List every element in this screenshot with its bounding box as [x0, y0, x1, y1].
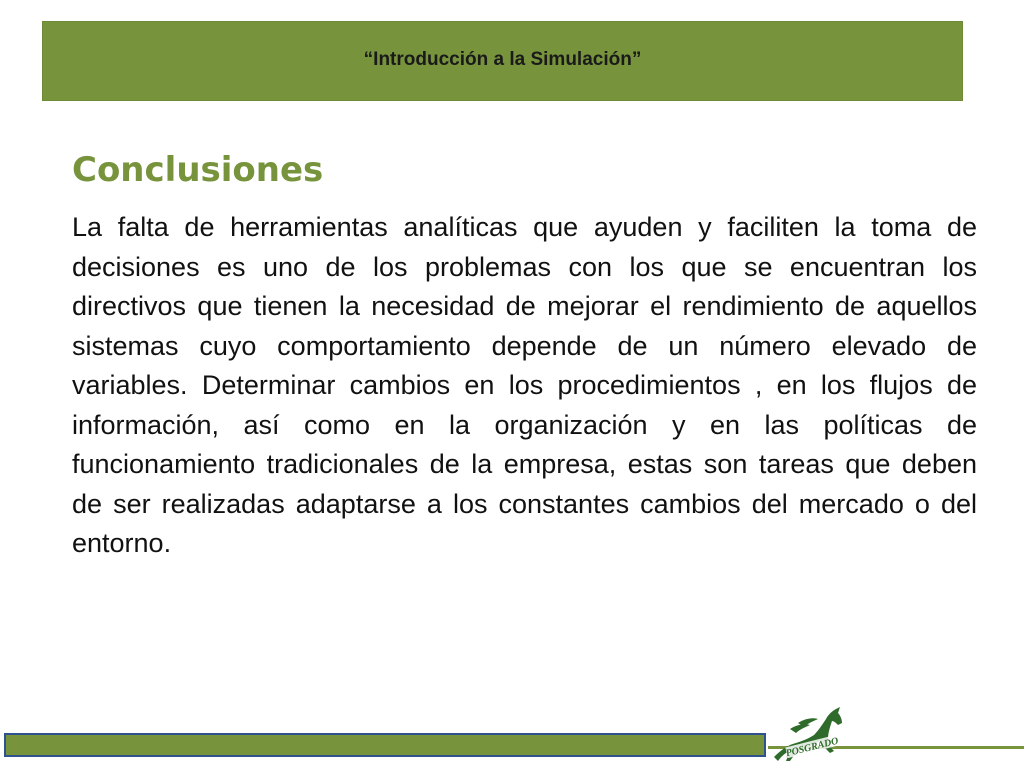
- footer-bar: [4, 733, 766, 757]
- body-paragraph: La falta de herramientas analíticas que ayuden y faciliten la toma de decisiones es uno de los problemas con los que se encuentran los directivos que tienen la necesidad de mejorar el rendimiento de aquellos sistemas cuyo comportamiento depende de un número elevado de variables. Determinar cambios en los procedimientos , en los flujos de información, así como en la organización y en las políticas de funcionamiento tradicionales de la empresa, estas son tareas que deben de ser realizadas adaptarse a los constantes cambios del mercado o del entorno.: [72, 212, 977, 558]
- section-heading: Conclusiones: [72, 150, 324, 190]
- logo-text: POSGRADO: [784, 735, 840, 760]
- header-band: [42, 21, 963, 101]
- horse-logo-icon: [768, 705, 848, 765]
- header-title: “Introducción a la Simulación”: [363, 49, 642, 70]
